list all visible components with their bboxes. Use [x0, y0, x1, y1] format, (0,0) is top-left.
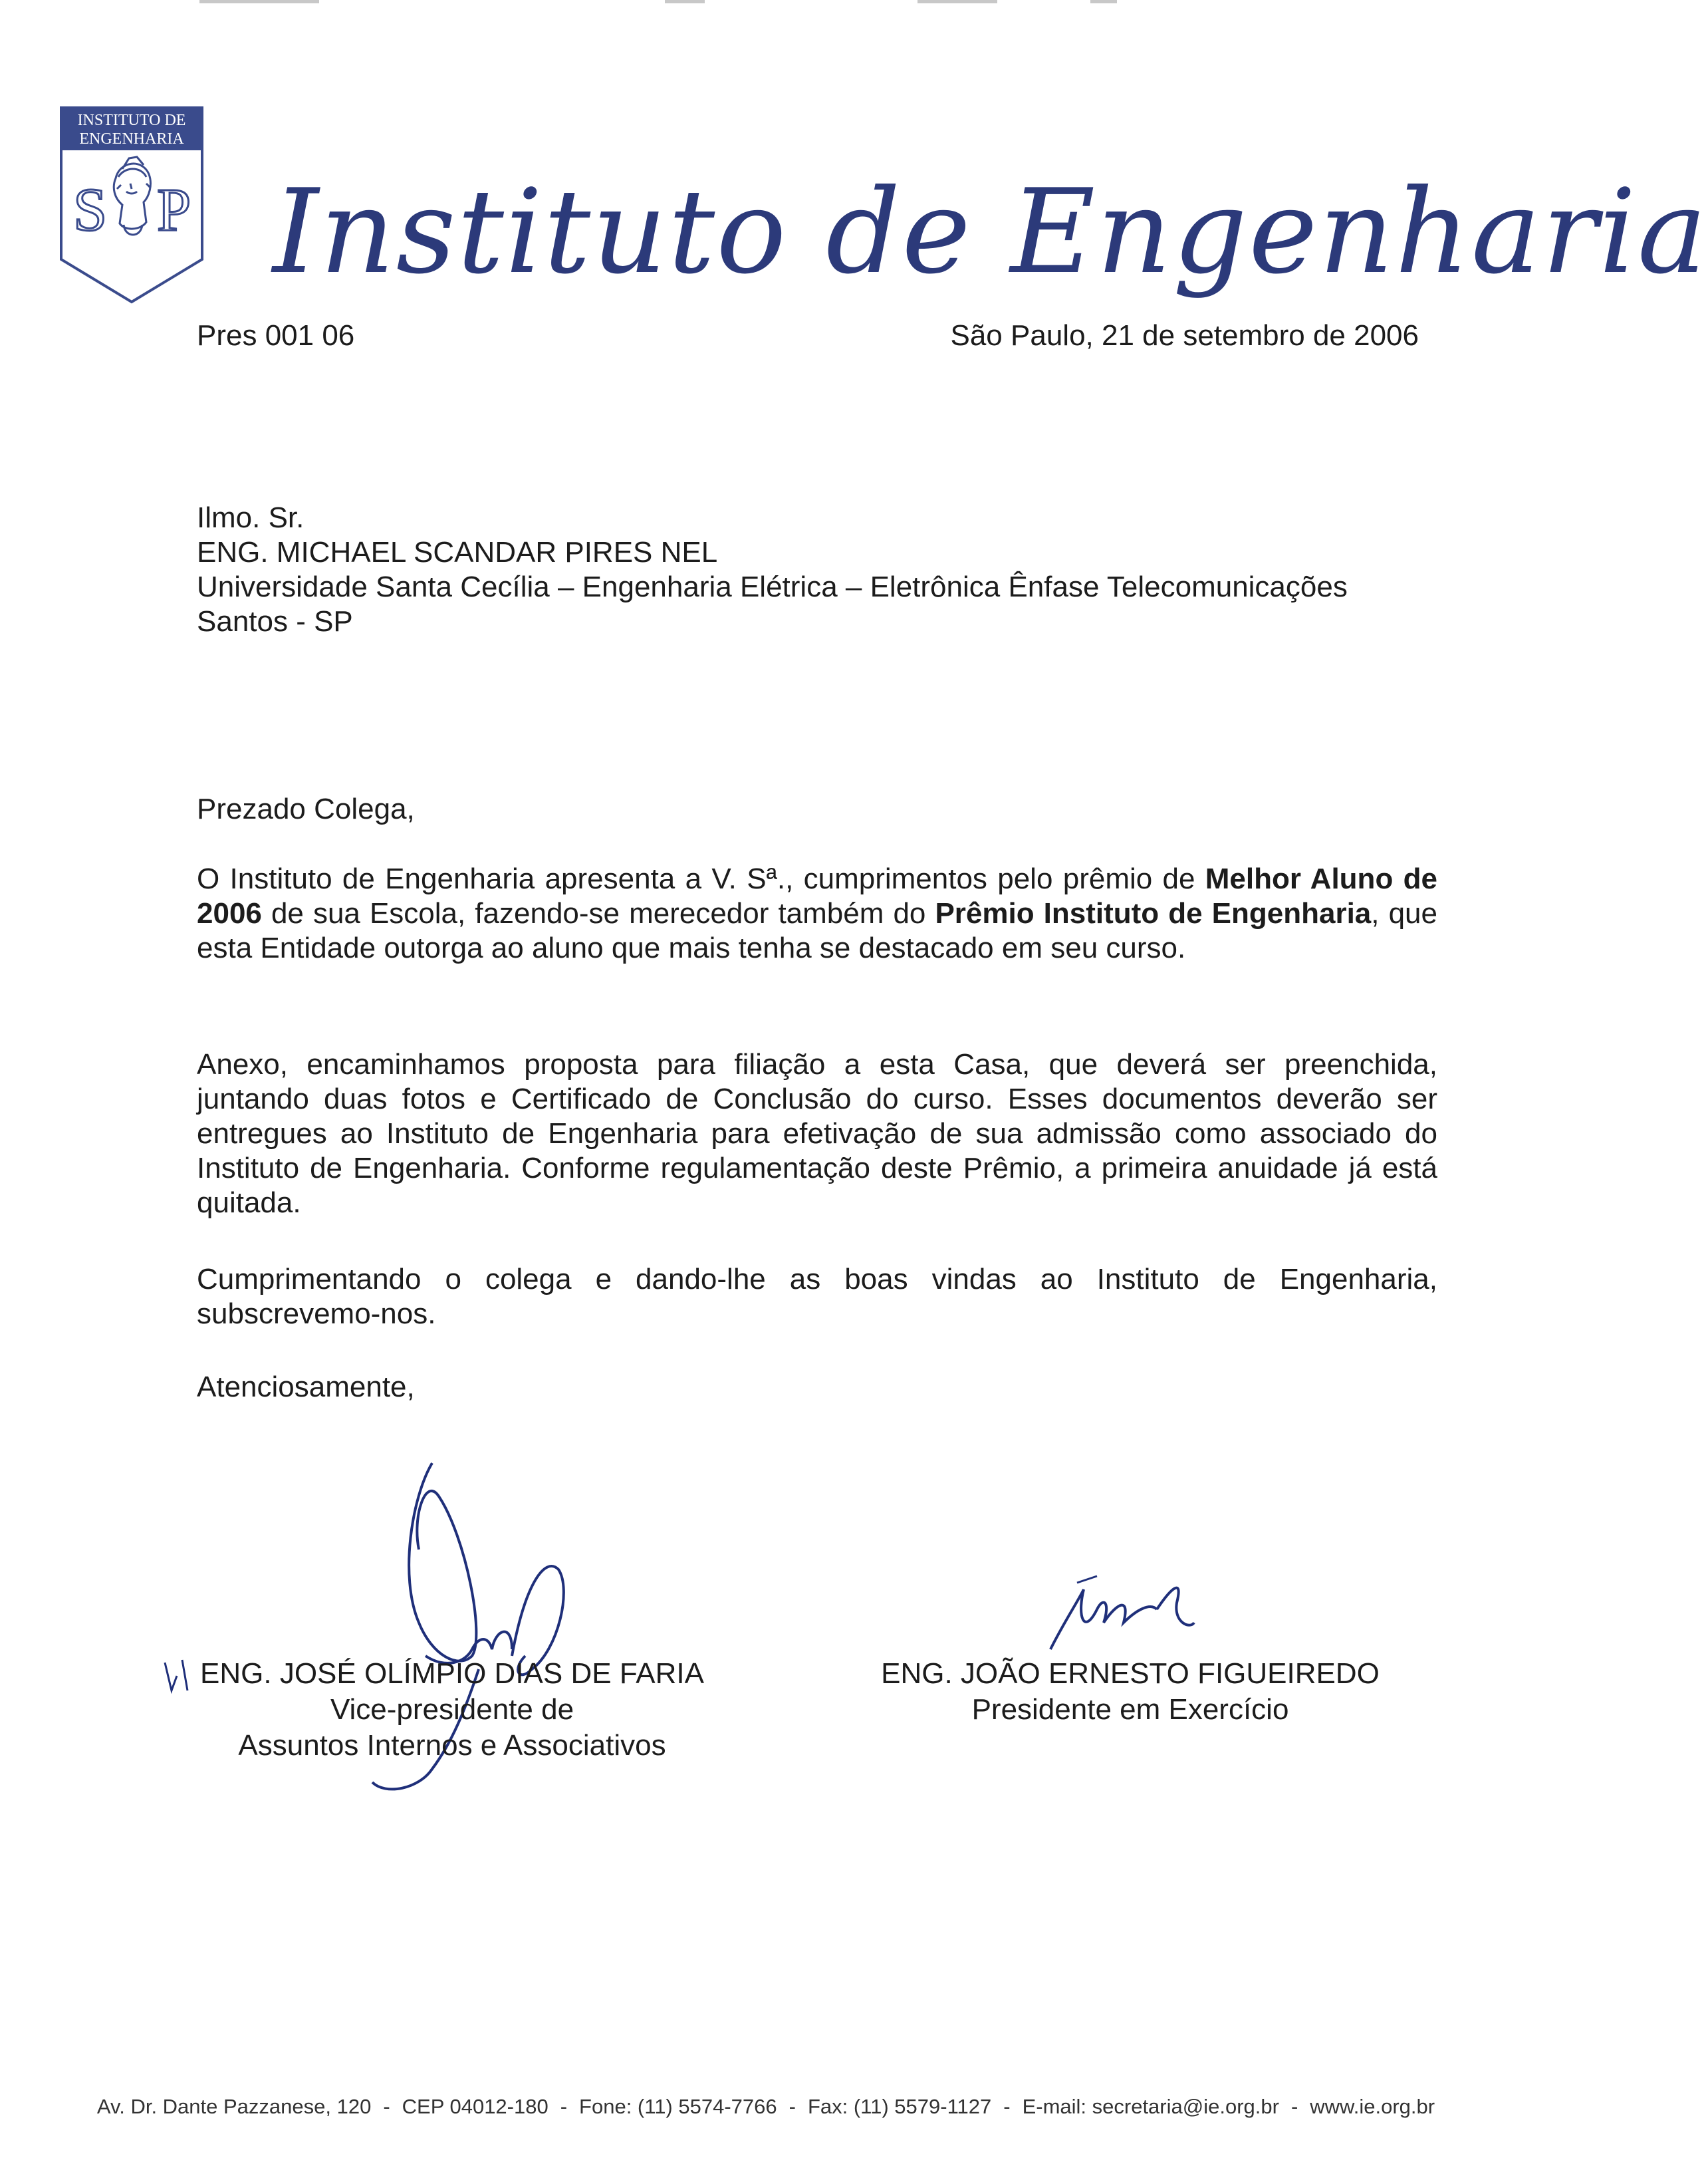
para1-text-2: de sua Escola, fazendo-se merecedor também do [261, 897, 935, 930]
body-paragraph-2: Anexo, encaminhamos proposta para filiação a esta Casa, que deverá ser preenchida, juntando duas fotos e Certificado de Conclusão do curso. Esses documentos deverão ser entregues ao Instituto de Engenharia para efetivação de sua admissão como associado do Instituto de Engenharia. Conforme regulamentação deste Prêmio, a primeira anuidade já está quitada. [197, 1048, 1437, 1219]
para1-text-3: , que esta Entidade outorga ao aluno que mais tenha se destacado em seu curso. [197, 897, 1437, 964]
logo-left-letter: S [73, 176, 108, 243]
logo-line2: ENGENHARIA [79, 130, 184, 148]
footer-phone: Fone: (11) 5574-7766 [579, 2095, 777, 2118]
recipient-institution: Universidade Santa Cecília – Engenharia Elétrica – Eletrônica Ênfase Telecomunicações [197, 571, 1348, 603]
footer-separator: - [1290, 2095, 1298, 2118]
signatory-right-name: ENG. JOÃO ERNESTO FIGUEIREDO [881, 1657, 1380, 1690]
signatory-left-role-1: Vice-presidente de [330, 1693, 574, 1726]
footer-website: www.ie.org.br [1310, 2095, 1435, 2118]
letter-date: São Paulo, 21 de setembro de 2006 [950, 319, 1419, 352]
footer-address: Av. Dr. Dante Pazzanese, 120 [96, 2095, 372, 2118]
signatory-left-role-2: Assuntos Internos e Associativos [238, 1729, 666, 1762]
footer-fax: Fax: (11) 5579-1127 [807, 2095, 992, 2118]
footer-separator: - [383, 2095, 390, 2118]
scan-marks [0, 0, 1532, 8]
body-paragraph-1 [197, 862, 1437, 966]
para1-bold-award: Melhor Aluno de 2006 [197, 863, 1437, 930]
logo-line1: INSTITUTO DE [77, 112, 186, 129]
signatory-right-role-1: Presidente em Exercício [971, 1693, 1289, 1726]
logo-right-letter: P [157, 176, 191, 243]
institute-logo [59, 105, 205, 305]
salutation: Prezado Colega, [197, 793, 415, 825]
closing: Atenciosamente, [197, 1371, 415, 1403]
signatory-right [864, 1656, 1396, 1728]
footer-email: E-mail: secretaria@ie.org.br [1022, 2095, 1279, 2118]
signatory-left [193, 1656, 711, 1764]
shield-icon [59, 105, 205, 305]
letterhead-title: Instituto de Engenharia [273, 165, 1708, 300]
para1-text-1: O Instituto de Engenharia apresenta a V. Sª., cumprimentos pelo prêmio de [197, 863, 1205, 895]
footer-contact [0, 2093, 1532, 2120]
body-paragraph-3: Cumprimentando o colega e dando-lhe as boas vindas ao Instituto de Engenharia, subscrevemo-nos. [197, 1263, 1437, 1330]
recipient-name: ENG. MICHAEL SCANDAR PIRES NEL [197, 536, 718, 569]
recipient-block [197, 500, 1348, 638]
recipient-city: Santos - SP [197, 605, 353, 638]
recipient-title: Ilmo. Sr. [197, 501, 305, 534]
signatory-left-name: ENG. JOSÉ OLÍMPIO DIAS DE FARIA [200, 1657, 704, 1690]
footer-separator: - [1003, 2095, 1011, 2118]
footer-cep: CEP 04012-180 [402, 2095, 549, 2118]
signature-right [1037, 1563, 1197, 1669]
footer-separator: - [560, 2095, 568, 2118]
reference-number: Pres 001 06 [197, 319, 355, 352]
footer-separator: - [789, 2095, 796, 2118]
para1-bold-prize: Prêmio Instituto de Engenharia [935, 897, 1372, 930]
